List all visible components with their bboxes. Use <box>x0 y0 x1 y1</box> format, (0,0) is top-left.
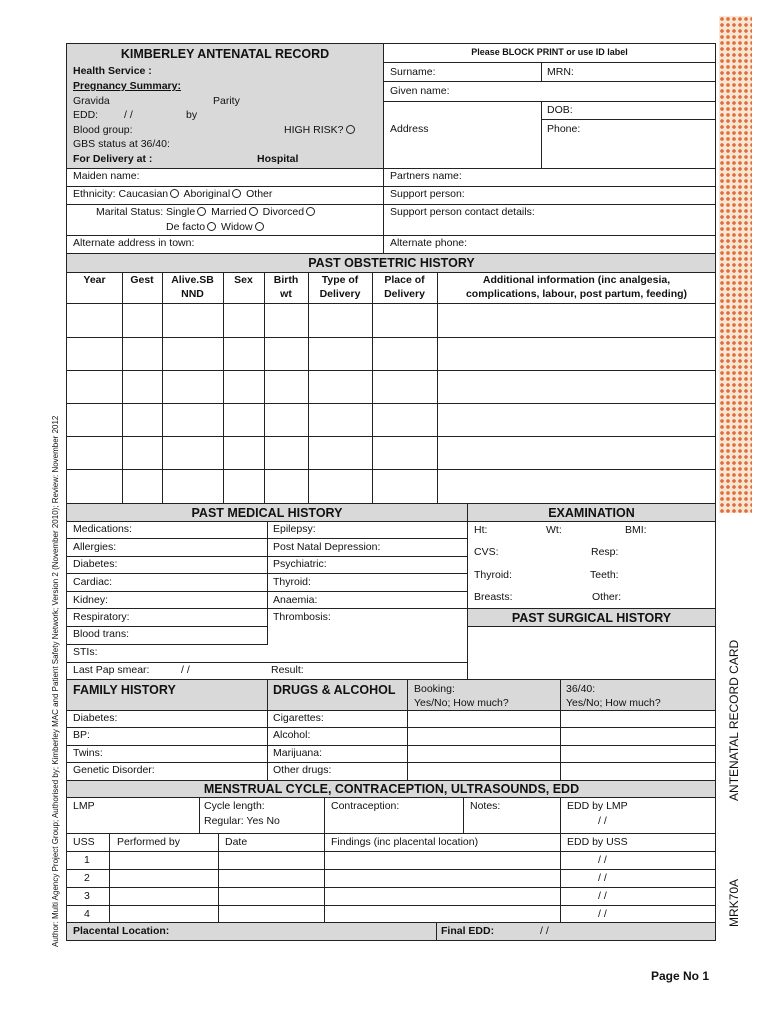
cvs-field[interactable]: CVS: <box>474 546 499 558</box>
family-diabetes-field[interactable]: Diabetes: <box>73 712 118 724</box>
edd-uss-slashes-3: / / <box>598 890 607 902</box>
respiratory-field[interactable]: Respiratory: <box>73 611 130 623</box>
exam-thyroid-field[interactable]: Thyroid: <box>474 569 512 581</box>
marijuana-field[interactable]: Marijuana: <box>273 747 323 759</box>
health-service-label[interactable]: Health Service : <box>73 65 152 77</box>
other-drugs-field[interactable]: Other drugs: <box>273 764 332 776</box>
breasts-field[interactable]: Breasts: <box>474 591 513 603</box>
final-edd-slashes: / / <box>540 925 549 937</box>
edd-label[interactable]: EDD: <box>73 109 99 121</box>
widow-radio[interactable] <box>255 222 264 231</box>
partners-name-field[interactable]: Partners name: <box>390 170 462 182</box>
stis-field[interactable]: STIs: <box>73 646 98 658</box>
kidney-field[interactable]: Kidney: <box>73 594 109 606</box>
blood-group-label[interactable]: Blood group: <box>73 124 133 136</box>
uss-row-3: 3 <box>84 890 90 902</box>
cigarettes-field[interactable]: Cigarettes: <box>273 712 324 724</box>
col-birth-wt: Birth wt <box>273 274 299 300</box>
epilepsy-field[interactable]: Epilepsy: <box>273 523 316 535</box>
medications-field[interactable]: Medications: <box>73 523 132 535</box>
diabetes-field[interactable]: Diabetes: <box>73 558 118 570</box>
edd-uss-slashes-2: / / <box>598 872 607 884</box>
col-type-delivery: Type of Delivery <box>319 274 361 300</box>
allergies-field[interactable]: Allergies: <box>73 541 117 553</box>
family-bp-field[interactable]: BP: <box>73 729 90 741</box>
cycle-length-field[interactable]: Cycle length: <box>204 800 265 812</box>
obstetric-title: PAST OBSTETRIC HISTORY <box>308 256 475 270</box>
edd-by-label: by <box>186 109 198 121</box>
family-twins-field[interactable]: Twins: <box>73 747 103 759</box>
family-genetic-field[interactable]: Genetic Disorder: <box>73 764 155 776</box>
col-gest: Gest <box>130 274 154 286</box>
col-uss: USS <box>73 836 95 848</box>
pap-smear-slashes: / / <box>181 664 190 676</box>
author-note: Author: Multi Agency Project Group; Authorised by; Kimberley MAC and Patient Safety Network; Version 2 (November 2010); Review: November 2012 <box>51 415 60 947</box>
notes-field[interactable]: Notes: <box>470 800 501 812</box>
pap-result-field[interactable]: Result: <box>271 664 304 676</box>
col-performed-by: Performed by <box>117 836 181 848</box>
alcohol-field[interactable]: Alcohol: <box>273 729 311 741</box>
high-risk-label[interactable]: HIGH RISK? <box>284 124 357 136</box>
gbs-label[interactable]: GBS status at 36/40: <box>73 138 170 150</box>
support-contact-field[interactable]: Support person contact details: <box>390 206 535 218</box>
print-note: Please BLOCK PRINT or use ID label <box>471 47 628 57</box>
family-title: FAMILY HISTORY <box>73 683 176 697</box>
gravida-label[interactable]: Gravida <box>73 95 110 107</box>
bmi-field[interactable]: BMI: <box>625 524 647 536</box>
col-edd-uss: EDD by USS <box>567 836 628 848</box>
col-sex: Sex <box>234 274 253 286</box>
col-date: Date <box>225 836 248 848</box>
given-name-field[interactable]: Given name: <box>390 85 450 97</box>
col-alive: Alive.SB NND <box>171 274 214 300</box>
col-place-delivery: Place of Delivery <box>384 274 425 300</box>
phone-field[interactable]: Phone: <box>547 123 581 135</box>
wt-field[interactable]: Wt: <box>546 524 562 536</box>
pnd-field[interactable]: Post Natal Depression: <box>273 541 381 553</box>
col-year: Year <box>83 274 106 286</box>
booking-label: Booking: Yes/No; How much? <box>414 683 509 709</box>
divorced-radio[interactable] <box>306 207 315 216</box>
delivery-label[interactable]: For Delivery at : <box>73 153 153 165</box>
lmp-field[interactable]: LMP <box>73 800 95 812</box>
col-findings: Findings (inc placental location) <box>331 836 479 848</box>
surname-field[interactable]: Surname: <box>390 66 436 78</box>
single-radio[interactable] <box>197 207 206 216</box>
maiden-name-field[interactable]: Maiden name: <box>73 170 140 182</box>
caucasian-radio[interactable] <box>170 189 179 198</box>
thrombosis-field[interactable]: Thrombosis: <box>273 611 331 623</box>
high-risk-radio[interactable] <box>346 125 355 134</box>
ethnicity-field[interactable]: Ethnicity: Caucasian Aboriginal Other <box>73 188 273 200</box>
thyroid-field[interactable]: Thyroid: <box>273 576 311 588</box>
alt-address-field[interactable]: Alternate address in town: <box>73 237 195 249</box>
examination-title: EXAMINATION <box>548 506 635 520</box>
mrn-field[interactable]: MRN: <box>547 66 574 78</box>
page-number: Page No 1 <box>651 969 710 983</box>
blood-trans-field[interactable]: Blood trans: <box>73 628 130 640</box>
defacto-radio[interactable] <box>207 222 216 231</box>
marital-status-field[interactable]: Marital Status: Single Married Divorced <box>96 206 317 218</box>
parity-label[interactable]: Parity <box>213 95 240 107</box>
exam-other-field[interactable]: Other: <box>592 591 622 603</box>
edd-lmp-field[interactable]: EDD by LMP <box>567 800 628 812</box>
address-field[interactable]: Address <box>390 123 429 135</box>
card-label: MRK70AANTENATAL RECORD CARD <box>727 639 741 927</box>
support-person-field[interactable]: Support person: <box>390 188 465 200</box>
dob-field[interactable]: DOB: <box>547 104 573 116</box>
uss-row-2: 2 <box>84 872 90 884</box>
anaemia-field[interactable]: Anaemia: <box>273 594 318 606</box>
married-radio[interactable] <box>249 207 258 216</box>
edd-slashes: / / <box>124 109 133 121</box>
w36-label: 36/40: Yes/No; How much? <box>566 683 661 709</box>
drugs-title: DRUGS & ALCOHOL <box>273 683 396 697</box>
cardiac-field[interactable]: Cardiac: <box>73 576 113 588</box>
resp-field[interactable]: Resp: <box>591 546 619 558</box>
col-additional-info: Additional information (inc analgesia, complications, labour, post partum, feeding) <box>465 274 688 300</box>
edd-uss-slashes-1: / / <box>598 854 607 866</box>
placental-location-field[interactable]: Placental Location: <box>73 925 170 937</box>
aboriginal-radio[interactable] <box>232 189 241 198</box>
hospital-label: Hospital <box>257 153 299 165</box>
marital-status-field-2[interactable]: De facto Widow <box>166 221 266 233</box>
alt-phone-field[interactable]: Alternate phone: <box>390 237 468 249</box>
medical-title: PAST MEDICAL HISTORY <box>191 506 343 520</box>
teeth-field[interactable]: Teeth: <box>590 569 619 581</box>
decorative-stripe <box>719 16 752 513</box>
surgical-title: PAST SURGICAL HISTORY <box>511 611 672 625</box>
uss-row-1: 1 <box>84 854 90 866</box>
psychiatric-field[interactable]: Psychiatric: <box>273 558 327 570</box>
regular-field[interactable]: Regular: Yes No <box>204 815 280 827</box>
ht-field[interactable]: Ht: <box>474 524 488 536</box>
contraception-field[interactable]: Contraception: <box>331 800 400 812</box>
final-edd-field[interactable]: Final EDD: <box>441 925 495 937</box>
pap-smear-field[interactable]: Last Pap smear: <box>73 664 150 676</box>
menstrual-title: MENSTRUAL CYCLE, CONTRACEPTION, ULTRASOUNDS, EDD <box>203 782 580 796</box>
pregnancy-summary-label: Pregnancy Summary: <box>73 80 181 92</box>
form-title: KIMBERLEY ANTENATAL RECORD <box>120 47 330 61</box>
edd-lmp-slashes: / / <box>598 815 607 827</box>
edd-uss-slashes-4: / / <box>598 908 607 920</box>
uss-row-4: 4 <box>84 908 90 920</box>
